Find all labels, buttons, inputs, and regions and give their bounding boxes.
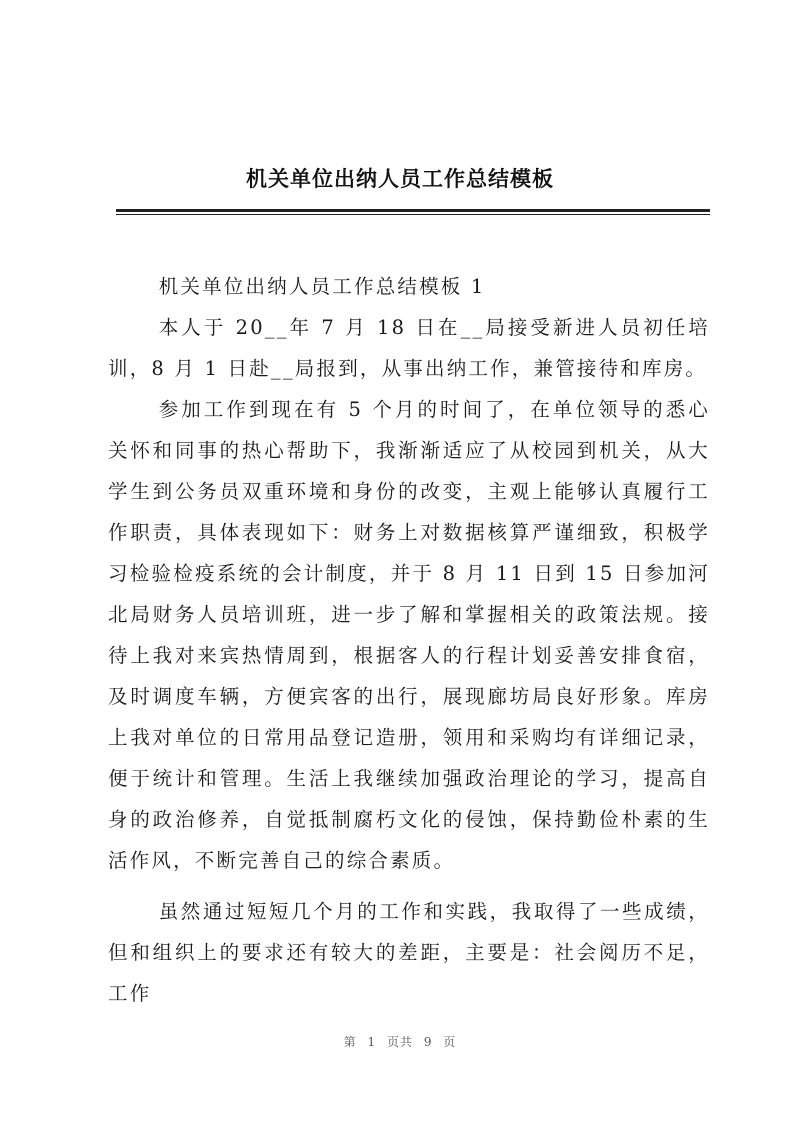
body-paragraph: 参加工作到现在有 5 个月的时间了，在单位领导的悉心关怀和同事的热心帮助下，我渐渐适应了从校园到机关，从大学生到公务员双重环境和身份的改变，主观上能够认真履行工作职责，具体表现如下：财务上对数据核算严谨细致，积极学习检验检疫系统的会计制度，并于 8 月 11 日到 15 日参加河北局财务人员培训班，进一步了解和掌握相关的政策法规。接待上我对来宾热情周到，根据客人的行程计划妥善安排食宿，及时调度车辆，方便宾客的出行，展现廊坊局良好形象。库房上我对单位的日常用品登记造册，领用和采购均有详细记录，便于统计和管理。生活上我继续加强政治理论的学习，提高自身的政治修养，自觉抵制腐朽文化的侵蚀，保持勤俭朴素的生活作风，不断完善自己的综合素质。 (108, 398, 710, 872)
body-paragraph: 虽然通过短短几个月的工作和实践，我取得了一些成绩，但和组织上的要求还有较大的差距，主要是：社会阅历不足，工作 (108, 900, 710, 1005)
section-heading: 机关单位出纳人员工作总结模板 1 (158, 275, 486, 298)
body-paragraph: 本人于 20__年 7 月 18 日在__局接受新进人员初任培训，8 月 1 日赴__局报到，从事出纳工作，兼管接待和库房。 (108, 316, 710, 380)
footer-total-pages: 9 (423, 1035, 433, 1049)
page-footer (0, 1033, 800, 1050)
title-divider (116, 209, 710, 212)
footer-suffix: 页 (443, 1035, 457, 1049)
footer-prefix: 第 (343, 1035, 357, 1049)
footer-middle: 页共 (386, 1035, 413, 1049)
footer-current-page: 1 (367, 1035, 377, 1049)
document-body (108, 266, 710, 1014)
document-title: 机关单位出纳人员工作总结模板 (246, 167, 554, 191)
title-divider-thin (116, 214, 710, 215)
